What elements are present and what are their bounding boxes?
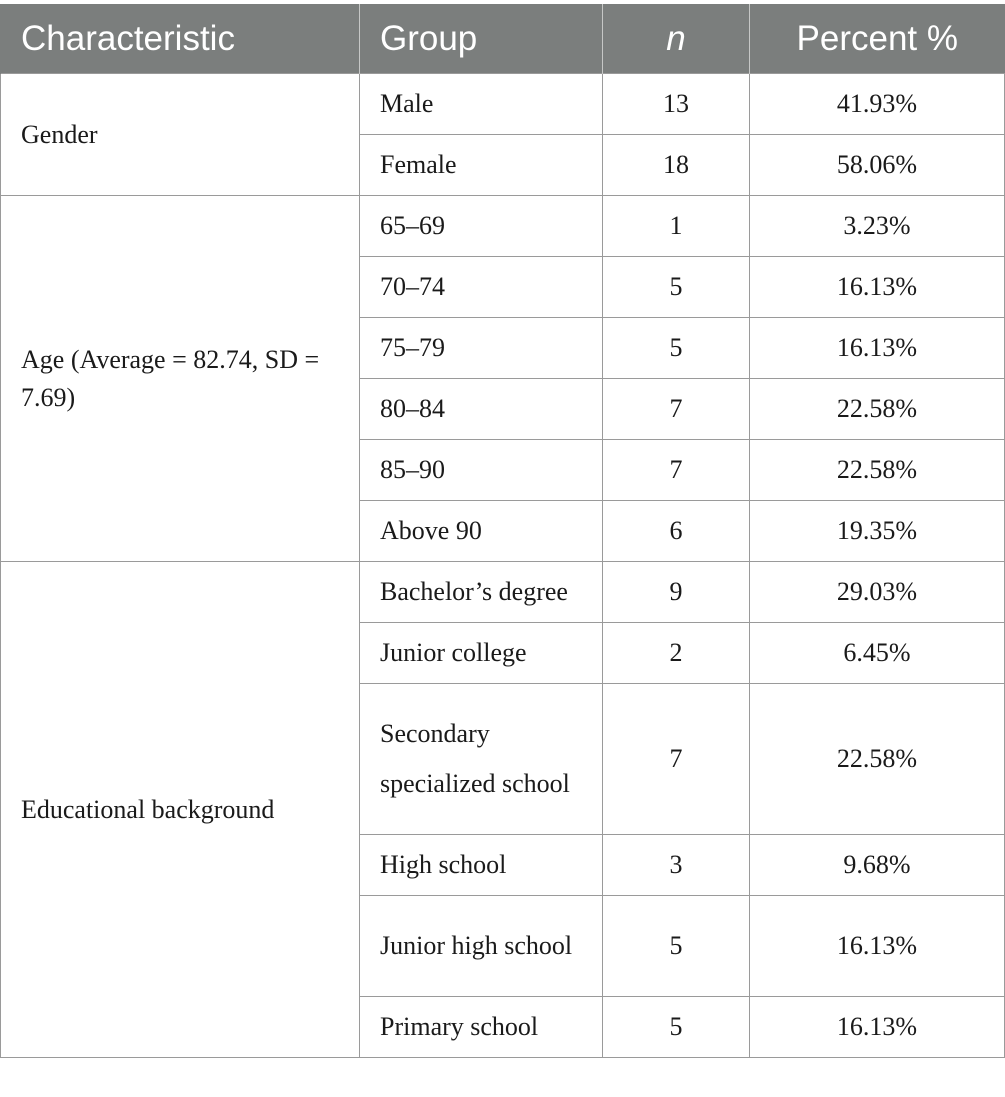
n-cell: 18 bbox=[603, 135, 750, 196]
table-row bbox=[1, 74, 1005, 135]
header-characteristic: Characteristic bbox=[1, 4, 360, 74]
header-percent: Percent % bbox=[750, 4, 1005, 74]
group-cell: 70–74 bbox=[360, 257, 603, 318]
n-cell: 13 bbox=[603, 74, 750, 135]
percent-cell: 6.45% bbox=[750, 623, 1005, 684]
n-cell: 3 bbox=[603, 835, 750, 896]
percent-cell: 58.06% bbox=[750, 135, 1005, 196]
percent-cell: 16.13% bbox=[750, 896, 1005, 997]
n-cell: 6 bbox=[603, 501, 750, 562]
percent-cell: 19.35% bbox=[750, 501, 1005, 562]
header-group: Group bbox=[360, 4, 603, 74]
percent-cell: 29.03% bbox=[750, 562, 1005, 623]
group-cell: 80–84 bbox=[360, 379, 603, 440]
group-cell: Female bbox=[360, 135, 603, 196]
percent-cell: 16.13% bbox=[750, 318, 1005, 379]
n-cell: 7 bbox=[603, 379, 750, 440]
group-cell: Junior college bbox=[360, 623, 603, 684]
n-cell: 5 bbox=[603, 997, 750, 1058]
table-row bbox=[1, 196, 1005, 257]
header-n: n bbox=[603, 4, 750, 74]
n-cell: 9 bbox=[603, 562, 750, 623]
group-cell: 85–90 bbox=[360, 440, 603, 501]
percent-cell: 22.58% bbox=[750, 684, 1005, 835]
percent-cell: 16.13% bbox=[750, 997, 1005, 1058]
group-cell: Junior high school bbox=[360, 896, 603, 997]
characteristic-cell: Educational background bbox=[1, 562, 360, 1058]
percent-cell: 22.58% bbox=[750, 379, 1005, 440]
percent-cell: 41.93% bbox=[750, 74, 1005, 135]
percent-cell: 22.58% bbox=[750, 440, 1005, 501]
group-cell: Above 90 bbox=[360, 501, 603, 562]
group-cell: 65–69 bbox=[360, 196, 603, 257]
group-cell: High school bbox=[360, 835, 603, 896]
table-row bbox=[1, 562, 1005, 623]
group-cell: Male bbox=[360, 74, 603, 135]
n-cell: 2 bbox=[603, 623, 750, 684]
characteristic-cell: Age (Average = 82.74, SD = 7.69) bbox=[1, 196, 360, 562]
group-cell: Secondary specialized school bbox=[360, 684, 603, 835]
header-row bbox=[1, 4, 1005, 74]
group-cell: Bachelor’s degree bbox=[360, 562, 603, 623]
percent-cell: 3.23% bbox=[750, 196, 1005, 257]
percent-cell: 9.68% bbox=[750, 835, 1005, 896]
n-cell: 5 bbox=[603, 318, 750, 379]
n-cell: 5 bbox=[603, 896, 750, 997]
group-cell: 75–79 bbox=[360, 318, 603, 379]
n-cell: 7 bbox=[603, 684, 750, 835]
n-cell: 7 bbox=[603, 440, 750, 501]
group-cell: Primary school bbox=[360, 997, 603, 1058]
characteristic-cell: Gender bbox=[1, 74, 360, 196]
table-header bbox=[1, 4, 1005, 74]
percent-cell: 16.13% bbox=[750, 257, 1005, 318]
n-cell: 5 bbox=[603, 257, 750, 318]
table-body bbox=[1, 74, 1005, 1058]
demographics-table bbox=[0, 4, 1005, 1058]
n-cell: 1 bbox=[603, 196, 750, 257]
